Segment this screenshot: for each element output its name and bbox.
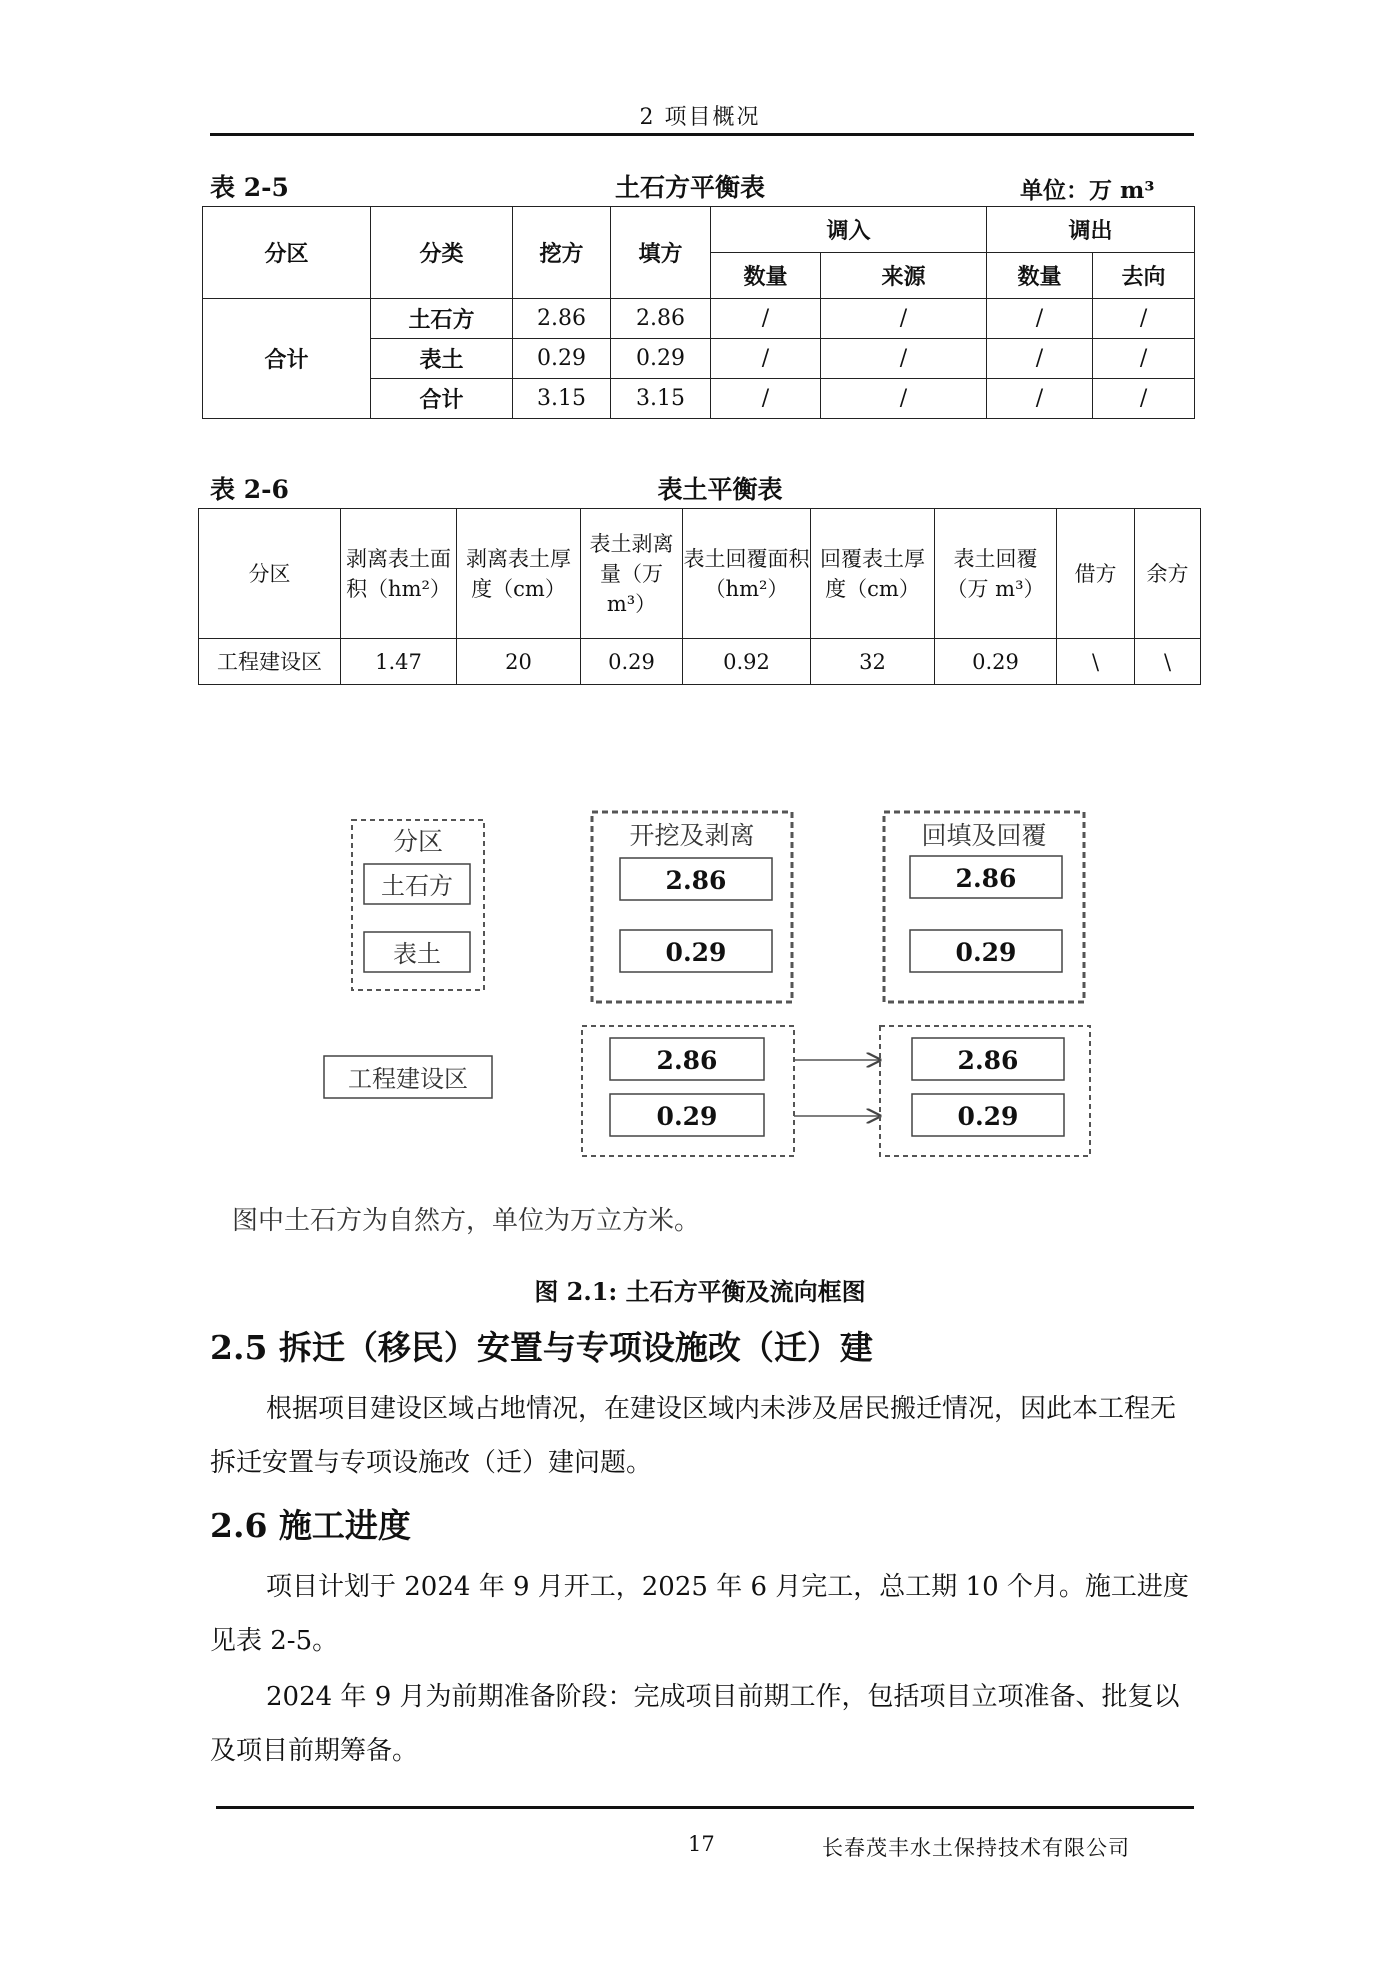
diagram-note: 图中土石方为自然方，单位为万立方米。 xyxy=(232,1206,701,1236)
in-source-cell: / xyxy=(821,299,987,339)
in-qty-cell: / xyxy=(711,339,821,379)
header-in: 调入 xyxy=(711,207,987,253)
header-strip-thickness: 剥离表土厚度（cm） xyxy=(457,509,581,639)
header-out: 调出 xyxy=(987,207,1195,253)
category-cell: 表土 xyxy=(371,339,513,379)
header-cover-thickness: 回覆表土厚度（cm） xyxy=(811,509,935,639)
legend-item: 土石方 xyxy=(381,872,453,900)
cut-title: 开挖及剥离 xyxy=(629,821,755,850)
cut-value: 2.86 xyxy=(665,866,727,895)
header-in-source: 来源 xyxy=(821,253,987,299)
table-label: 表 2-6 xyxy=(210,475,289,504)
value-cell: \ xyxy=(1135,639,1201,685)
value-cell: \ xyxy=(1057,639,1135,685)
running-header: 2 项目概况 xyxy=(639,105,761,130)
zone-cell: 合计 xyxy=(203,299,371,419)
paragraph: 根据项目建设区域占地情况，在建设区域内未涉及居民搬迁情况，因此本工程无拆迁安置与专项设施改（迁）建问题。 xyxy=(210,1394,1177,1478)
flow-source-value: 2.86 xyxy=(656,1046,718,1075)
header-rule xyxy=(210,133,1194,136)
header-out-dest: 去向 xyxy=(1093,253,1195,299)
header-fill: 填方 xyxy=(611,207,711,299)
zone-cell: 工程建设区 xyxy=(199,639,341,685)
header-surplus: 余方 xyxy=(1135,509,1201,639)
out-qty-cell: / xyxy=(987,339,1093,379)
header-zone: 分区 xyxy=(203,207,371,299)
value-cell: 20 xyxy=(457,639,581,685)
page-number: 17 xyxy=(688,1832,715,1856)
header-borrow: 借方 xyxy=(1057,509,1135,639)
header-cut: 挖方 xyxy=(513,207,611,299)
table-label: 表 2-5 xyxy=(210,173,289,202)
fill-value: 2.86 xyxy=(955,864,1017,893)
value-cell: 0.92 xyxy=(683,639,811,685)
out-dest-cell: / xyxy=(1093,299,1195,339)
earthwork-balance-table xyxy=(202,206,1195,419)
in-qty-cell: / xyxy=(711,379,821,419)
company-name: 长春茂丰水土保持技术有限公司 xyxy=(822,1836,1130,1860)
header-category: 分类 xyxy=(371,207,513,299)
flow-source-value: 0.29 xyxy=(656,1102,718,1131)
zone-label: 工程建设区 xyxy=(348,1065,468,1093)
header-cover-volume: 表土回覆（万 m³） xyxy=(935,509,1057,639)
cut-value: 0.29 xyxy=(665,938,727,967)
topsoil-balance-table xyxy=(198,508,1201,685)
value-cell: 32 xyxy=(811,639,935,685)
out-qty-cell: / xyxy=(987,299,1093,339)
header-strip-volume: 表土剥离量（万m³） xyxy=(581,509,683,639)
header-cover-area: 表土回覆面积（hm²） xyxy=(683,509,811,639)
out-dest-cell: / xyxy=(1093,379,1195,419)
table-title: 表土平衡表 xyxy=(657,475,783,504)
fill-value: 0.29 xyxy=(955,938,1017,967)
table-title: 土石方平衡表 xyxy=(614,173,765,202)
out-dest-cell: / xyxy=(1093,339,1195,379)
cut-cell: 0.29 xyxy=(513,339,611,379)
legend-title: 分区 xyxy=(392,827,444,856)
legend-item: 表土 xyxy=(393,940,441,968)
value-cell: 0.29 xyxy=(581,639,683,685)
table-unit: 单位：万 m³ xyxy=(1020,177,1155,204)
section-heading: 2.6 施工进度 xyxy=(210,1506,411,1545)
fill-cell: 0.29 xyxy=(611,339,711,379)
flow-diagram xyxy=(320,800,1100,1160)
paragraph: 2024 年 9 月为前期准备阶段：完成项目前期工作，包括项目立项准备、批复以及项目前期筹备。 xyxy=(210,1682,1180,1766)
in-source-cell: / xyxy=(821,339,987,379)
out-qty-cell: / xyxy=(987,379,1093,419)
header-zone: 分区 xyxy=(199,509,341,639)
header-out-qty: 数量 xyxy=(987,253,1093,299)
category-cell: 土石方 xyxy=(371,299,513,339)
table-row xyxy=(199,639,1201,685)
flow-target-value: 2.86 xyxy=(957,1046,1019,1075)
fill-cell: 2.86 xyxy=(611,299,711,339)
cut-cell: 2.86 xyxy=(513,299,611,339)
in-source-cell: / xyxy=(821,379,987,419)
table-row xyxy=(203,299,1195,339)
cut-cell: 3.15 xyxy=(513,379,611,419)
category-cell: 合计 xyxy=(371,379,513,419)
section-heading: 2.5 拆迁（移民）安置与专项设施改（迁）建 xyxy=(210,1328,873,1367)
header-strip-area: 剥离表土面积（hm²） xyxy=(341,509,457,639)
paragraph: 项目计划于 2024 年 9 月开工，2025 年 6 月完工，总工期 10 个月。施工进度见表 2-5。 xyxy=(210,1572,1189,1656)
value-cell: 1.47 xyxy=(341,639,457,685)
figure-caption: 图 2.1: 土石方平衡及流向框图 xyxy=(534,1277,866,1306)
fill-title: 回填及回覆 xyxy=(921,821,1047,850)
footer-rule xyxy=(216,1806,1194,1809)
in-qty-cell: / xyxy=(711,299,821,339)
flow-target-value: 0.29 xyxy=(957,1102,1019,1131)
fill-cell: 3.15 xyxy=(611,379,711,419)
value-cell: 0.29 xyxy=(935,639,1057,685)
header-in-qty: 数量 xyxy=(711,253,821,299)
